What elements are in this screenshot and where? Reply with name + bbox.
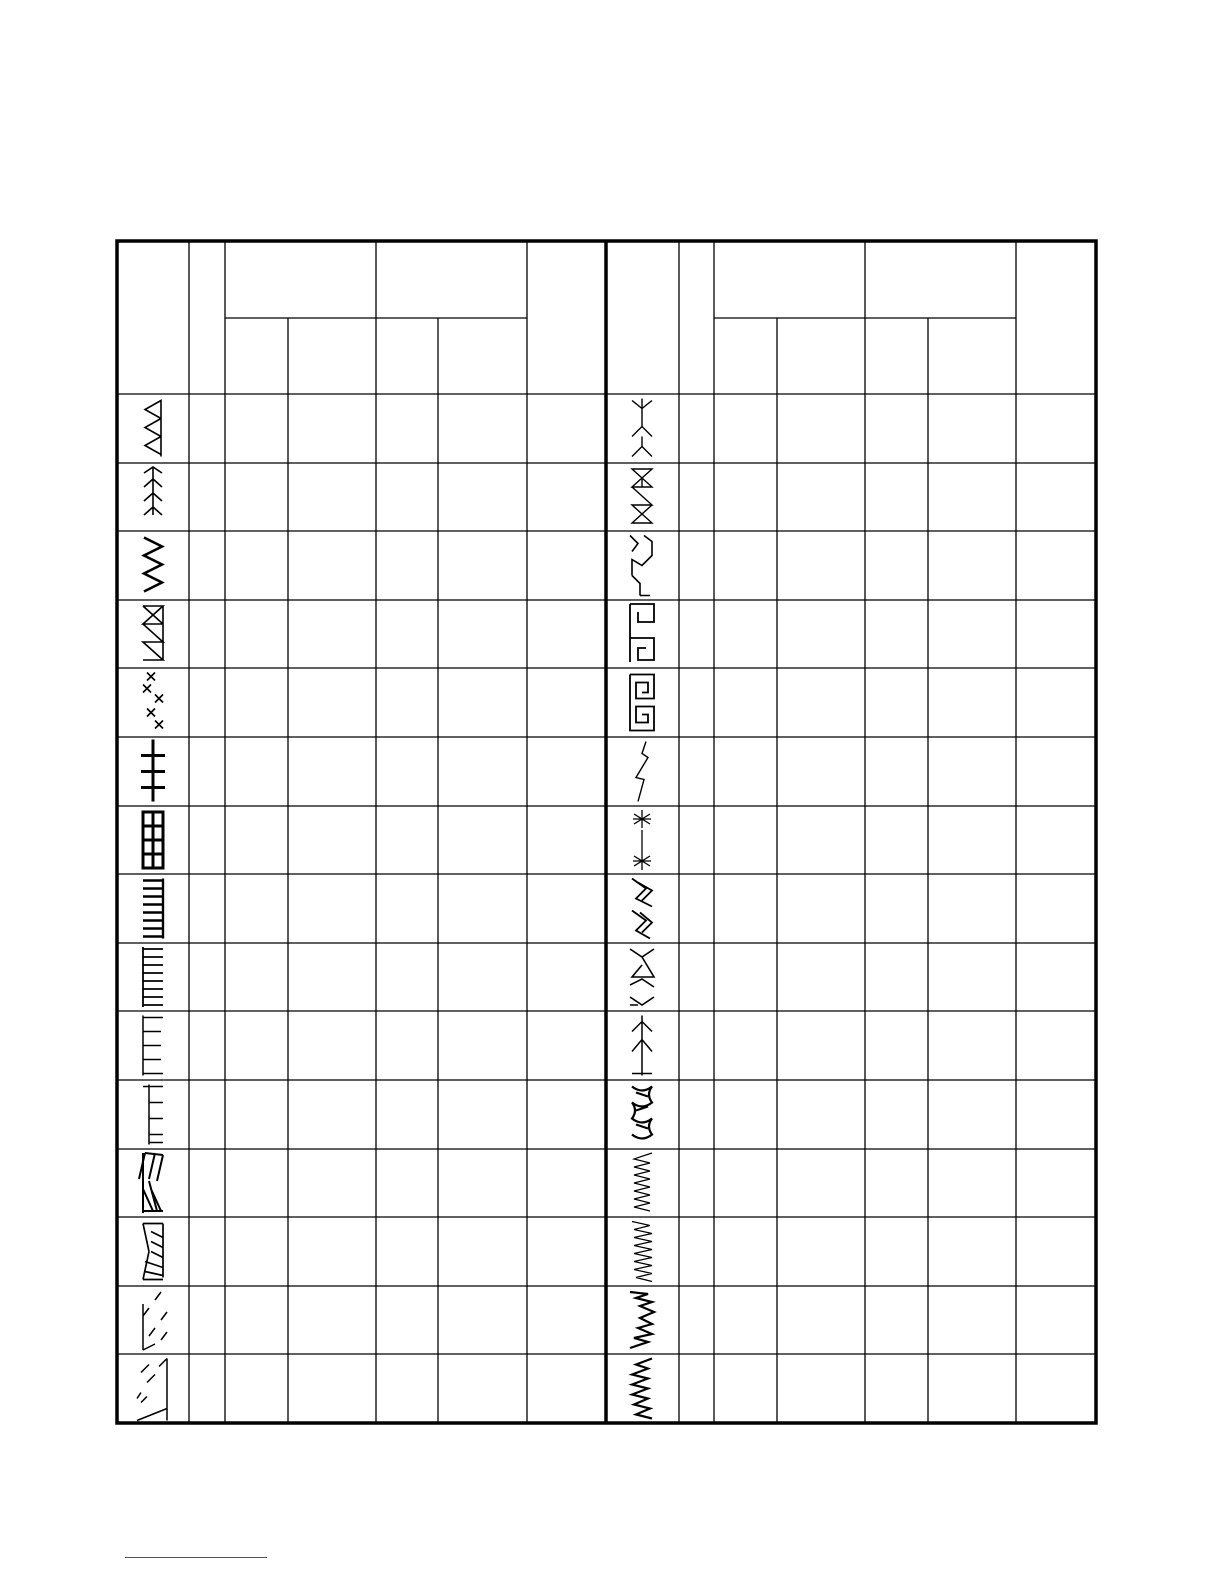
step-zigzag-stitch-icon (630, 536, 652, 596)
angled-step-stitch-icon (630, 949, 654, 1005)
scallop-satin-stitch-icon (630, 1292, 654, 1348)
dashed-slant-stitch-icon (143, 1292, 167, 1350)
fine-zigzag-stitch-icon (634, 1153, 652, 1211)
y-branch-stitch-icon (632, 399, 652, 457)
lightning-stitch-icon (636, 742, 648, 802)
cross-stitch-icon (143, 673, 163, 729)
box-stitch-icon (143, 812, 163, 868)
wave-satin-stitch-icon (632, 1087, 652, 1139)
blanket-stitch-icon (143, 1016, 163, 1076)
footer-link-underline[interactable] (125, 1557, 267, 1558)
stitch-icons (137, 399, 654, 1421)
arrow-branch-stitch-icon (632, 1016, 652, 1076)
asterisk-stitch-icon (633, 810, 651, 870)
dashed-slant-hook-stitch-icon (137, 1359, 167, 1421)
slant-comb-stitch-icon (139, 1153, 163, 1213)
chevron-link-stitch-icon (632, 879, 652, 939)
fine-zigzag-wide-stitch-icon (632, 1222, 652, 1282)
spiral-key-stitch-icon (630, 675, 654, 731)
crescent-satin-stitch-icon (632, 1359, 652, 1419)
arrow-feather-stitch-icon (144, 467, 162, 515)
bar-comb-stitch-icon (143, 879, 163, 939)
greek-key-stitch-icon (630, 604, 654, 662)
table-border (117, 241, 1096, 1423)
narrow-blanket-stitch-icon (143, 1085, 163, 1145)
zigzag-stitch-icon (144, 538, 162, 592)
triangle-stitch-icon (145, 401, 161, 457)
bow-tie-stitch-icon (632, 469, 652, 523)
comb-stitch-icon (143, 947, 163, 1007)
ladder-cross-stitch-icon (141, 740, 165, 802)
reverse-slant-comb-stitch-icon (143, 1224, 163, 1280)
double-triangle-stitch-icon (143, 606, 163, 660)
